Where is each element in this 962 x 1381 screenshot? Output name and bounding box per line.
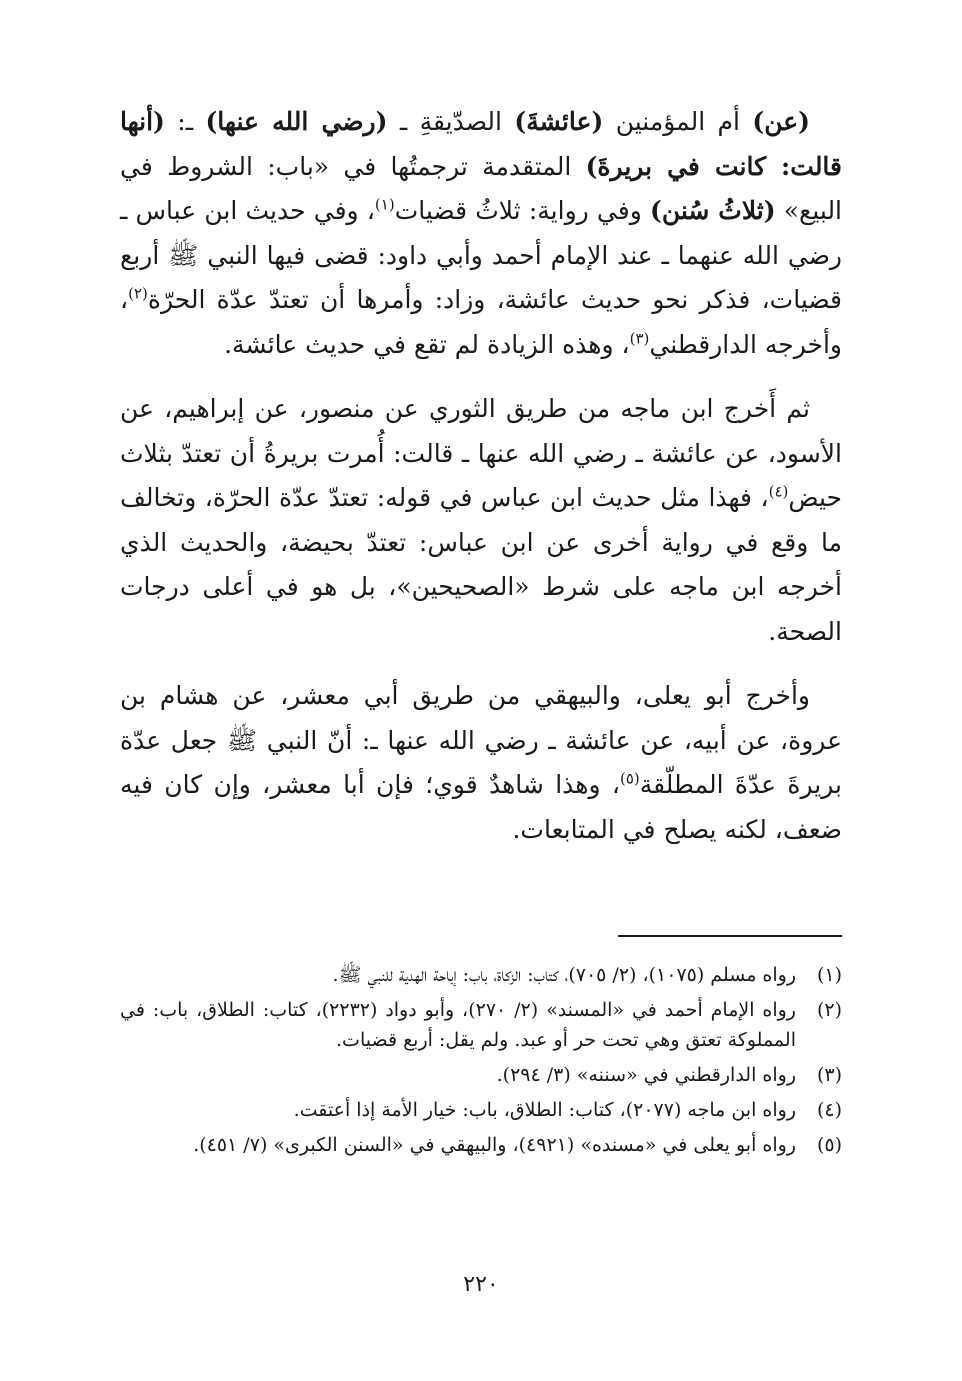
footnote-text: رواه الإمام أحمد في «المسند» (٢/ ٢٧٠)، وأبو دواد (٢٢٣٢)، كتاب: الطلاق، باب: في المملوكة تعتق وهي تحت حر أو عبد. ولم يقل: أربع قضيات.	[120, 999, 796, 1051]
segment: (أنها قالت: كانت في بريرةَ)	[120, 107, 842, 181]
footnote-ref[interactable]: (٢)	[128, 284, 148, 303]
segment: ، وفي حديث ابن عباس ـ رضي الله عنهما ـ عند الإمام أحمد وأبي داود: قضى فيها النبي ﷺ أربع قضيات، فذكر نحو حديث عائشة، وزاد: وأمرها أن تعتدّ عدّة الحرّة	[120, 196, 842, 314]
footnote-text: رواه ابن ماجه (٢٠٧٧)، كتاب: الطلاق، باب: خيار الأمة إذا أعتقت.	[293, 1099, 796, 1121]
segment: ، وهذه الزيادة لم تقع في حديث عائشة.	[224, 329, 630, 359]
footnote-5	[120, 1130, 842, 1160]
page-number: ٢٢٠	[463, 1272, 499, 1297]
paragraph-3	[120, 674, 842, 852]
footnote-4	[120, 1095, 842, 1125]
footnotes	[120, 960, 842, 1165]
footnote-number: (١)	[816, 964, 842, 986]
segment: ، وأخرجه الدارقطني	[120, 285, 842, 359]
footnote-number: (٣)	[816, 1064, 842, 1086]
paragraph-2	[120, 387, 842, 654]
segment: أم المؤمنين	[603, 107, 753, 136]
footnote-number: (٥)	[816, 1134, 842, 1156]
footnote-text: رواه مسلم (١٠٧٥)، (٢/ ٧٠٥)، كتاب: الزكاة، باب: إباحة الهدية للنبي ﷺ.	[332, 964, 796, 986]
footnote-text: رواه أبو يعلى في «مسنده» (٤٩٢١)، والبيهقي في «السنن الكبرى» (٧/ ٤٥١).	[193, 1134, 796, 1156]
footnote-ref[interactable]: (١)	[374, 195, 395, 214]
segment: المتقدمة ترجمتُها في «باب: الشروط في البيع»	[120, 151, 843, 225]
segment: (عن)	[752, 107, 811, 136]
segment: (رضي الله عنها)	[205, 107, 388, 136]
segment: ، فهذا مثل حديث ابن عباس في قوله: تعتدّ عدّة الحرّة، وتخالف ما وقع في رواية أخرى عن ابن عباس: تعتدّ بحيضة، والحديث الذي أخرجه ابن ماجه على شرط «الصحيحين»، بل هو في أعلى درجات الصحة.	[120, 483, 842, 646]
footnote-3	[120, 1060, 842, 1090]
paragraph-1	[120, 100, 842, 367]
footnote-2	[120, 995, 842, 1055]
footnote-number: (٤)	[816, 1099, 842, 1121]
segment: ، وهذا شاهدٌ قوي؛ فإن أبا معشر، وإن كان فيه ضعف، لكنه يصلح في المتابعات.	[120, 770, 842, 844]
segment: (عائشةَ)	[514, 107, 604, 136]
segment: وأخرج أبو يعلى، والبيهقي من طريق أبي معشر، عن هشام بن عروة، عن أبيه، عن عائشة ـ رضي الله عنها ـ: أنّ النبي ﷺ جعل عدّة بريرةَ عدّةَ المطلّقة	[120, 681, 843, 799]
segment: الصدّيقةِ ـ	[387, 107, 515, 136]
footnote-ref[interactable]: (٤)	[768, 482, 789, 501]
footnote-text: رواه الدارقطني في «سننه» (٣/ ٢٩٤).	[496, 1064, 796, 1086]
main-text	[120, 100, 842, 872]
footnote-number: (٢)	[816, 999, 842, 1021]
footnote-separator	[618, 935, 842, 937]
footnote-1	[120, 960, 842, 990]
segment: ـ:	[164, 107, 206, 136]
footnote-ref[interactable]: (٥)	[619, 769, 640, 788]
footnote-ref[interactable]: (٣)	[629, 329, 650, 348]
segment: ثم أَخرج ابن ماجه من طريق الثوري عن منصور، عن إبراهيم، عن الأسود، عن عائشة ـ رضي الله عنها ـ قالت: أُمرت بريرةُ أن تعتدّ بثلاث حيض	[120, 394, 842, 512]
segment: وفي رواية: ثلاثُ قضيات	[394, 196, 650, 225]
segment: (ثلاثُ سُنن)	[649, 196, 776, 225]
